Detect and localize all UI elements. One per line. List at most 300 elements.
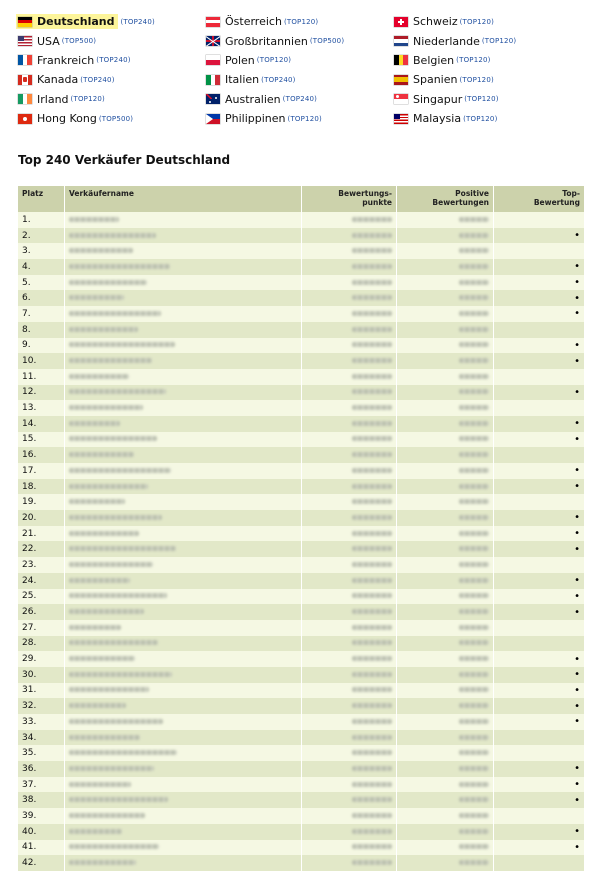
positive-feedback-cell bbox=[397, 792, 494, 808]
redacted-name bbox=[69, 499, 125, 504]
country-top-link[interactable]: (TOP120) bbox=[287, 114, 322, 123]
feedback-score-cell bbox=[302, 212, 397, 228]
redacted-positive bbox=[459, 797, 489, 802]
seller-name-cell[interactable] bbox=[65, 400, 302, 416]
top-rated-cell bbox=[494, 494, 585, 510]
redacted-name bbox=[69, 468, 171, 473]
rank-cell: 30. bbox=[18, 667, 65, 683]
column-header-platz[interactable]: Platz bbox=[18, 186, 65, 212]
rank-cell: 16. bbox=[18, 447, 65, 463]
redacted-positive bbox=[459, 295, 489, 300]
country-item-be[interactable] bbox=[394, 51, 588, 70]
country-link-wrap bbox=[206, 35, 308, 48]
rank-cell: 23. bbox=[18, 557, 65, 573]
top-rated-cell bbox=[494, 400, 585, 416]
table-row bbox=[18, 855, 584, 871]
table-row bbox=[18, 212, 584, 228]
table-row bbox=[18, 463, 584, 479]
top-rated-cell bbox=[494, 620, 585, 636]
country-link-wrap bbox=[18, 73, 78, 86]
rank-cell: 21. bbox=[18, 526, 65, 542]
country-link[interactable]: Singapur bbox=[413, 92, 463, 106]
feedback-score-cell bbox=[302, 651, 397, 667]
redacted-positive bbox=[459, 593, 489, 598]
country-link[interactable]: USA bbox=[37, 34, 60, 48]
redacted-name bbox=[69, 405, 143, 410]
seller-name-cell[interactable] bbox=[65, 698, 302, 714]
top-rated-marker: • bbox=[574, 308, 580, 320]
top-rated-cell bbox=[494, 604, 585, 620]
table-row bbox=[18, 322, 584, 338]
country-link[interactable]: Polen bbox=[225, 53, 255, 67]
country-top-link[interactable]: (TOP120) bbox=[256, 56, 292, 65]
redacted-score bbox=[352, 217, 392, 222]
redacted-positive bbox=[459, 499, 489, 504]
top-rated-cell bbox=[494, 651, 585, 667]
top-rated-cell bbox=[494, 714, 585, 730]
country-link[interactable]: Spanien bbox=[413, 73, 458, 87]
redacted-name bbox=[69, 625, 121, 630]
table-row bbox=[18, 808, 584, 824]
redacted-name bbox=[69, 546, 176, 551]
top-rated-cell bbox=[494, 745, 585, 761]
table-row bbox=[18, 526, 584, 542]
table-row bbox=[18, 557, 584, 573]
country-top-link[interactable]: (TOP120) bbox=[283, 17, 319, 26]
country-item-fr[interactable] bbox=[18, 51, 206, 70]
country-item-hk[interactable] bbox=[18, 109, 206, 128]
table-row bbox=[18, 369, 584, 385]
column-header-feedback-score[interactable]: Bewertungs- punkte bbox=[302, 186, 397, 212]
feedback-score-cell bbox=[302, 698, 397, 714]
positive-feedback-cell bbox=[397, 447, 494, 463]
country-link[interactable]: Italien bbox=[225, 73, 260, 87]
seller-name-cell[interactable] bbox=[65, 510, 302, 526]
table-row bbox=[18, 416, 584, 432]
seller-name-cell[interactable] bbox=[65, 589, 302, 605]
table-row bbox=[18, 494, 584, 510]
redacted-score bbox=[352, 468, 392, 473]
seller-name-cell[interactable] bbox=[65, 792, 302, 808]
seller-name-cell[interactable] bbox=[65, 636, 302, 652]
feedback-score-cell bbox=[302, 290, 397, 306]
positive-feedback-cell bbox=[397, 620, 494, 636]
top-rated-marker: • bbox=[574, 512, 580, 524]
flag-pl-icon bbox=[206, 55, 220, 65]
table-row bbox=[18, 714, 584, 730]
positive-feedback-cell bbox=[397, 761, 494, 777]
table-row bbox=[18, 573, 584, 589]
table-row bbox=[18, 306, 584, 322]
redacted-name bbox=[69, 687, 149, 692]
table-row bbox=[18, 636, 584, 652]
redacted-score bbox=[352, 358, 392, 363]
redacted-score bbox=[352, 515, 392, 520]
table-row bbox=[18, 730, 584, 746]
seller-name-cell[interactable] bbox=[65, 447, 302, 463]
rank-cell: 19. bbox=[18, 494, 65, 510]
country-item-gb[interactable] bbox=[206, 31, 394, 50]
flag-my-icon bbox=[394, 114, 408, 124]
top-rated-cell bbox=[494, 526, 585, 542]
rank-cell: 39. bbox=[18, 808, 65, 824]
seller-name-cell[interactable] bbox=[65, 541, 302, 557]
redacted-positive bbox=[459, 531, 489, 536]
positive-feedback-cell bbox=[397, 259, 494, 275]
feedback-score-cell bbox=[302, 792, 397, 808]
redacted-score bbox=[352, 593, 392, 598]
seller-name-cell[interactable] bbox=[65, 306, 302, 322]
redacted-positive bbox=[459, 436, 489, 441]
top-rated-cell bbox=[494, 840, 585, 856]
country-link[interactable]: Deutschland bbox=[37, 15, 115, 29]
table-row bbox=[18, 620, 584, 636]
country-top-link[interactable]: (TOP240) bbox=[120, 17, 155, 26]
redacted-name bbox=[69, 452, 134, 457]
table-row bbox=[18, 824, 584, 840]
seller-name-cell[interactable] bbox=[65, 416, 302, 432]
country-item-de[interactable] bbox=[18, 12, 206, 31]
top-rated-cell bbox=[494, 636, 585, 652]
country-link[interactable]: Österreich bbox=[225, 15, 282, 29]
redacted-name bbox=[69, 562, 153, 567]
seller-ranking-table bbox=[18, 186, 584, 871]
seller-name-cell[interactable] bbox=[65, 479, 302, 495]
flag-be-icon bbox=[394, 55, 408, 65]
seller-name-cell[interactable] bbox=[65, 322, 302, 338]
country-top-link[interactable]: (TOP120) bbox=[70, 95, 105, 104]
redacted-score bbox=[352, 264, 392, 269]
seller-name-cell[interactable] bbox=[65, 290, 302, 306]
table-row bbox=[18, 792, 584, 808]
seller-name-cell[interactable] bbox=[65, 369, 302, 385]
redacted-positive bbox=[459, 766, 489, 771]
country-link[interactable]: Hong Kong bbox=[37, 112, 97, 126]
rank-cell: 37. bbox=[18, 777, 65, 793]
top-rated-cell bbox=[494, 683, 585, 699]
country-link[interactable]: Kanada bbox=[37, 73, 79, 87]
positive-feedback-cell bbox=[397, 290, 494, 306]
positive-feedback-cell bbox=[397, 604, 494, 620]
table-row bbox=[18, 604, 584, 620]
seller-name-cell[interactable] bbox=[65, 463, 302, 479]
seller-name-cell[interactable] bbox=[65, 243, 302, 259]
redacted-name bbox=[69, 374, 129, 379]
redacted-score bbox=[352, 546, 392, 551]
rank-cell: 1. bbox=[18, 212, 65, 228]
country-link[interactable]: Großbritannien bbox=[225, 34, 308, 48]
feedback-score-cell bbox=[302, 432, 397, 448]
feedback-score-cell bbox=[302, 385, 397, 401]
column-header-positive-feedback[interactable]: Positive Bewertungen bbox=[397, 186, 494, 212]
redacted-positive bbox=[459, 813, 489, 818]
redacted-positive bbox=[459, 750, 489, 755]
redacted-positive bbox=[459, 311, 489, 316]
country-top-link[interactable]: (TOP120) bbox=[463, 114, 498, 123]
top-rated-marker: • bbox=[574, 355, 580, 367]
seller-name-cell[interactable] bbox=[65, 432, 302, 448]
country-top-link[interactable]: (TOP240) bbox=[261, 75, 296, 84]
country-top-link[interactable]: (TOP120) bbox=[459, 17, 495, 26]
country-link[interactable]: Malaysia bbox=[413, 112, 462, 126]
country-selector bbox=[18, 12, 588, 128]
country-item-sg[interactable] bbox=[394, 90, 588, 109]
positive-feedback-cell bbox=[397, 683, 494, 699]
redacted-positive bbox=[459, 562, 489, 567]
country-item-at[interactable] bbox=[206, 12, 394, 31]
feedback-score-cell bbox=[302, 369, 397, 385]
page-title: Top 240 Verkäufer Deutschland bbox=[18, 153, 231, 167]
rank-cell: 26. bbox=[18, 604, 65, 620]
feedback-score-cell bbox=[302, 259, 397, 275]
top-rated-marker: • bbox=[574, 669, 580, 681]
column-header-seller-name[interactable]: Verkäufername bbox=[65, 186, 302, 212]
seller-name-cell[interactable] bbox=[65, 494, 302, 510]
redacted-score bbox=[352, 248, 392, 253]
table-row bbox=[18, 840, 584, 856]
positive-feedback-cell bbox=[397, 228, 494, 244]
top-rated-cell bbox=[494, 243, 585, 259]
redacted-score bbox=[352, 625, 392, 630]
feedback-score-cell bbox=[302, 683, 397, 699]
positive-feedback-cell bbox=[397, 667, 494, 683]
rank-cell: 20. bbox=[18, 510, 65, 526]
seller-name-cell[interactable] bbox=[65, 526, 302, 542]
country-link-wrap bbox=[206, 15, 282, 28]
positive-feedback-cell bbox=[397, 855, 494, 871]
redacted-score bbox=[352, 797, 392, 802]
country-item-my[interactable] bbox=[394, 109, 588, 128]
rank-cell: 24. bbox=[18, 573, 65, 589]
seller-name-cell[interactable] bbox=[65, 620, 302, 636]
redacted-positive bbox=[459, 672, 489, 677]
country-item-ca[interactable] bbox=[18, 70, 206, 89]
flag-hk-icon bbox=[18, 114, 32, 124]
flag-us-icon bbox=[18, 36, 32, 46]
table-row bbox=[18, 385, 584, 401]
positive-feedback-cell bbox=[397, 385, 494, 401]
seller-name-cell[interactable] bbox=[65, 777, 302, 793]
seller-name-cell[interactable] bbox=[65, 761, 302, 777]
top-rated-marker: • bbox=[574, 826, 580, 838]
country-top-link[interactable]: (TOP500) bbox=[61, 37, 97, 46]
top-rated-marker: • bbox=[574, 261, 580, 273]
country-top-link[interactable]: (TOP120) bbox=[464, 95, 499, 104]
flag-it-icon bbox=[206, 75, 220, 85]
top-rated-cell bbox=[494, 259, 585, 275]
top-rated-cell bbox=[494, 808, 585, 824]
country-link[interactable]: Belgien bbox=[413, 53, 455, 67]
top-rated-cell bbox=[494, 338, 585, 354]
top-rated-cell bbox=[494, 667, 585, 683]
table-row bbox=[18, 259, 584, 275]
feedback-score-cell bbox=[302, 306, 397, 322]
country-top-link[interactable]: (TOP240) bbox=[282, 95, 318, 104]
top-rated-marker: • bbox=[574, 386, 580, 398]
country-item-pl[interactable] bbox=[206, 51, 394, 70]
country-item-ie[interactable] bbox=[18, 90, 206, 109]
top-rated-cell bbox=[494, 541, 585, 557]
flag-de-icon bbox=[18, 17, 32, 27]
rank-cell: 33. bbox=[18, 714, 65, 730]
redacted-score bbox=[352, 421, 392, 426]
top-rated-marker: • bbox=[574, 700, 580, 712]
seller-name-cell[interactable] bbox=[65, 259, 302, 275]
country-item-ph[interactable] bbox=[206, 109, 394, 128]
country-top-link[interactable]: (TOP120) bbox=[481, 37, 517, 46]
seller-name-cell[interactable] bbox=[65, 730, 302, 746]
table-header-row bbox=[18, 186, 584, 212]
seller-name-cell[interactable] bbox=[65, 667, 302, 683]
feedback-score-cell bbox=[302, 275, 397, 291]
feedback-score-cell bbox=[302, 463, 397, 479]
redacted-name bbox=[69, 844, 159, 849]
table-row bbox=[18, 510, 584, 526]
redacted-name bbox=[69, 295, 124, 300]
seller-name-cell[interactable] bbox=[65, 385, 302, 401]
country-item-au[interactable] bbox=[206, 90, 394, 109]
seller-name-cell[interactable] bbox=[65, 808, 302, 824]
seller-name-cell[interactable] bbox=[65, 714, 302, 730]
seller-name-cell[interactable] bbox=[65, 745, 302, 761]
seller-name-cell[interactable] bbox=[65, 557, 302, 573]
country-link-wrap bbox=[206, 54, 255, 67]
seller-name-cell[interactable] bbox=[65, 651, 302, 667]
seller-name-cell[interactable] bbox=[65, 855, 302, 871]
top-rated-marker: • bbox=[574, 763, 580, 775]
seller-name-cell[interactable] bbox=[65, 604, 302, 620]
country-item-it[interactable] bbox=[206, 70, 394, 89]
redacted-score bbox=[352, 311, 392, 316]
positive-feedback-cell bbox=[397, 494, 494, 510]
redacted-name bbox=[69, 640, 158, 645]
redacted-positive bbox=[459, 280, 489, 285]
positive-feedback-cell bbox=[397, 275, 494, 291]
top-rated-cell bbox=[494, 275, 585, 291]
positive-feedback-cell bbox=[397, 479, 494, 495]
top-rated-marker: • bbox=[574, 230, 580, 242]
country-link-wrap bbox=[394, 73, 457, 86]
feedback-score-cell bbox=[302, 541, 397, 557]
feedback-score-cell bbox=[302, 620, 397, 636]
feedback-score-cell bbox=[302, 557, 397, 573]
flag-at-icon bbox=[206, 17, 220, 27]
seller-name-cell[interactable] bbox=[65, 338, 302, 354]
redacted-name bbox=[69, 766, 154, 771]
seller-name-cell[interactable] bbox=[65, 840, 302, 856]
top-rated-marker: • bbox=[574, 841, 580, 853]
country-link[interactable]: Philippinen bbox=[225, 112, 286, 126]
feedback-score-cell bbox=[302, 636, 397, 652]
top-rated-cell bbox=[494, 761, 585, 777]
redacted-name bbox=[69, 358, 152, 363]
redacted-positive bbox=[459, 452, 489, 457]
redacted-positive bbox=[459, 233, 489, 238]
country-item-es[interactable] bbox=[394, 70, 588, 89]
rank-cell: 15. bbox=[18, 432, 65, 448]
redacted-score bbox=[352, 452, 392, 457]
country-top-link[interactable]: (TOP120) bbox=[459, 75, 494, 84]
redacted-score bbox=[352, 484, 392, 489]
top-rated-marker: • bbox=[574, 606, 580, 618]
feedback-score-cell bbox=[302, 573, 397, 589]
seller-name-cell[interactable] bbox=[65, 275, 302, 291]
rank-cell: 6. bbox=[18, 290, 65, 306]
feedback-score-cell bbox=[302, 730, 397, 746]
top-rated-marker: • bbox=[574, 292, 580, 304]
redacted-name bbox=[69, 735, 140, 740]
top-rated-cell bbox=[494, 212, 585, 228]
top-rated-marker: • bbox=[574, 716, 580, 728]
redacted-positive bbox=[459, 484, 489, 489]
country-top-link[interactable]: (TOP500) bbox=[309, 37, 345, 46]
rank-cell: 3. bbox=[18, 243, 65, 259]
country-top-link[interactable]: (TOP120) bbox=[456, 56, 491, 65]
table-row bbox=[18, 698, 584, 714]
redacted-positive bbox=[459, 374, 489, 379]
column-header-top-rated[interactable]: Top- Bewertung bbox=[494, 186, 585, 212]
redacted-score bbox=[352, 703, 392, 708]
positive-feedback-cell bbox=[397, 338, 494, 354]
country-top-link[interactable]: (TOP240) bbox=[96, 56, 131, 65]
redacted-name bbox=[69, 829, 122, 834]
country-item-nl[interactable] bbox=[394, 31, 588, 50]
country-link[interactable]: Frankreich bbox=[37, 53, 95, 67]
country-link[interactable]: Niederlande bbox=[413, 34, 480, 48]
country-top-link[interactable]: (TOP500) bbox=[98, 114, 134, 123]
table-row bbox=[18, 353, 584, 369]
seller-name-cell[interactable] bbox=[65, 824, 302, 840]
seller-name-cell[interactable] bbox=[65, 683, 302, 699]
redacted-name bbox=[69, 515, 162, 520]
positive-feedback-cell bbox=[397, 526, 494, 542]
country-item-ch[interactable] bbox=[394, 12, 588, 31]
flag-ph-icon bbox=[206, 114, 220, 124]
feedback-score-cell bbox=[302, 604, 397, 620]
positive-feedback-cell bbox=[397, 573, 494, 589]
redacted-positive bbox=[459, 860, 489, 865]
positive-feedback-cell bbox=[397, 353, 494, 369]
seller-name-cell[interactable] bbox=[65, 353, 302, 369]
top-rated-marker: • bbox=[574, 590, 580, 602]
top-rated-cell bbox=[494, 306, 585, 322]
redacted-name bbox=[69, 389, 166, 394]
table-row bbox=[18, 432, 584, 448]
positive-feedback-cell bbox=[397, 745, 494, 761]
feedback-score-cell bbox=[302, 494, 397, 510]
rank-cell: 11. bbox=[18, 369, 65, 385]
redacted-name bbox=[69, 342, 175, 347]
top-rated-marker: • bbox=[574, 277, 580, 289]
seller-name-cell[interactable] bbox=[65, 212, 302, 228]
top-rated-cell bbox=[494, 416, 585, 432]
redacted-name bbox=[69, 327, 138, 332]
country-link[interactable]: Irland bbox=[37, 92, 69, 106]
redacted-score bbox=[352, 327, 392, 332]
table-row bbox=[18, 777, 584, 793]
country-item-us[interactable] bbox=[18, 31, 206, 50]
rank-cell: 42. bbox=[18, 855, 65, 871]
country-link-wrap bbox=[206, 93, 281, 106]
rank-cell: 8. bbox=[18, 322, 65, 338]
seller-name-cell[interactable] bbox=[65, 228, 302, 244]
country-link[interactable]: Schweiz bbox=[413, 15, 458, 29]
country-link[interactable]: Australien bbox=[225, 92, 281, 106]
seller-name-cell[interactable] bbox=[65, 573, 302, 589]
country-top-link[interactable]: (TOP240) bbox=[80, 75, 115, 84]
redacted-score bbox=[352, 609, 392, 614]
top-rated-marker: • bbox=[574, 465, 580, 477]
